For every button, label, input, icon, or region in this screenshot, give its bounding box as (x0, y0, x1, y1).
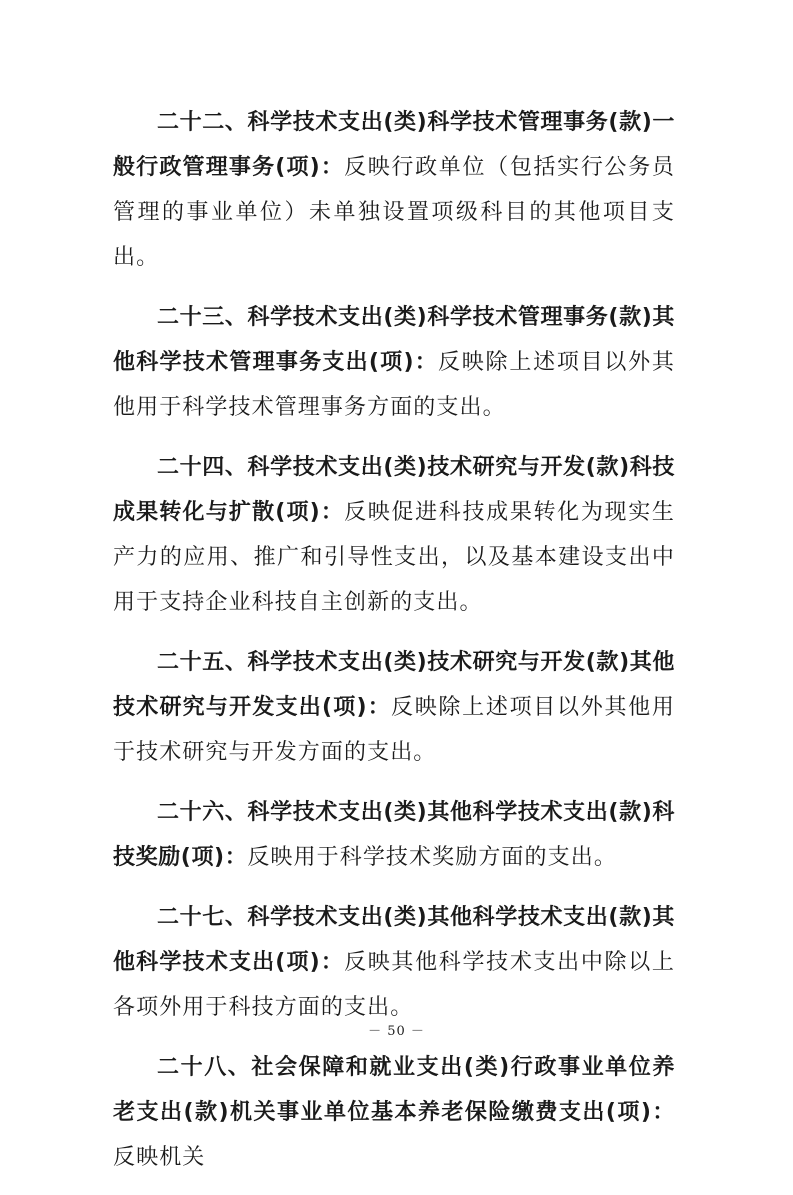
paragraph-heading: 二十二、科学技术支出(类)科学技术管理事务(款)一般行政管理事务(项)： (113, 110, 675, 180)
paragraph-27 (113, 895, 675, 1030)
page-number: － 50 － (368, 1024, 425, 1039)
paragraph-26 (113, 790, 675, 880)
paragraph-text: 反映用于科学技术奖励方面的支出。 (247, 845, 617, 870)
paragraph-text: 反映除上述项目以外其他用于技术研究与开发方面的支出。 (113, 695, 675, 765)
paragraph-22 (113, 100, 675, 280)
paragraph-heading: 二十五、科学技术支出(类)技术研究与开发(款)其他技术研究与开发支出(项)： (113, 650, 675, 720)
paragraph-heading: 二十七、科学技术支出(类)其他科学技术支出(款)其他科学技术支出(项)： (113, 905, 675, 975)
paragraph-text: 反映其他科学技术支出中除以上各项外用于科技方面的支出。 (113, 950, 675, 1020)
paragraph-24 (113, 445, 675, 625)
paragraph-25 (113, 640, 675, 775)
paragraph-heading: 二十三、科学技术支出(类)科学技术管理事务(款)其他科学技术管理事务支出(项)： (113, 305, 675, 375)
paragraph-heading: 二十六、科学技术支出(类)其他科学技术支出(款)科技奖励(项)： (113, 800, 675, 870)
paragraph-23 (113, 295, 675, 430)
paragraph-text: 反映机关 (113, 1145, 206, 1170)
paragraph-heading: 二十四、科学技术支出(类)技术研究与开发(款)科技成果转化与扩散(项)： (113, 455, 675, 525)
paragraph-heading: 二十八、社会保障和就业支出(类)行政事业单位养老支出(款)机关事业单位基本养老保险缴费支出(项)： (113, 1055, 675, 1125)
paragraph-text: 反映促进科技成果转化为现实生产力的应用、推广和引导性支出，以及基本建设支出中用于支持企业科技自主创新的支出。 (113, 500, 675, 615)
paragraph-text: 反映行政单位（包括实行公务员管理的事业单位）未单独设置项级科目的其他项目支出。 (113, 155, 675, 270)
paragraph-text: 反映除上述项目以外其他用于科学技术管理事务方面的支出。 (113, 350, 675, 420)
paragraph-28 (113, 1045, 675, 1180)
